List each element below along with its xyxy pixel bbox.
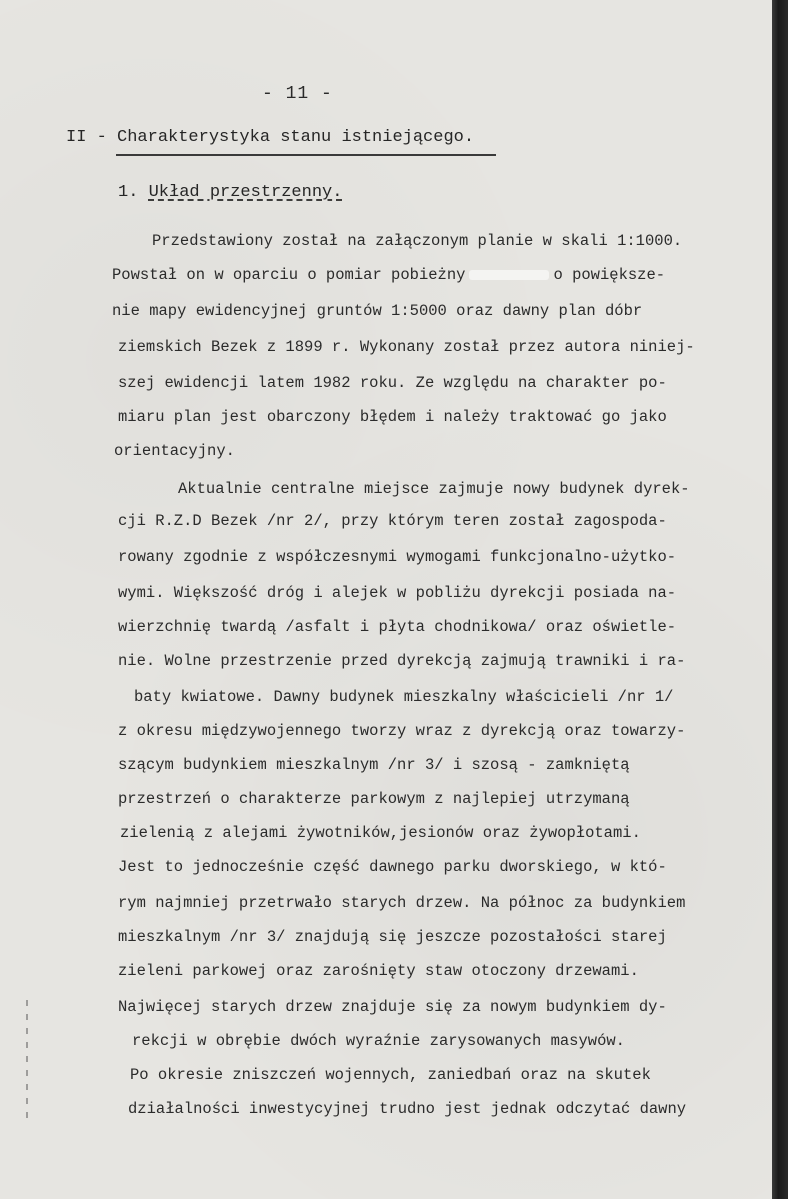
text-line: rym najmniej przetrwało starych drzew. Na północ za budynkiem bbox=[118, 894, 686, 912]
text-line: orientacyjny. bbox=[114, 442, 235, 460]
text-line: Przedstawiony został na załączonym planie w skali 1:1000. bbox=[152, 232, 683, 250]
text-line: rowany zgodnie z współczesnymi wymogami funkcjonalno-użytko- bbox=[118, 548, 677, 566]
page-number: - 11 - bbox=[262, 84, 333, 104]
text-line: szącym budynkiem mieszkalnym /nr 3/ i szosą - zamkniętą bbox=[118, 756, 630, 774]
text-line: baty kwiatowe. Dawny budynek mieszkalny właścicieli /nr 1/ bbox=[134, 688, 674, 706]
text-line: mieszkalnym /nr 3/ znajdują się jeszcze pozostałości starej bbox=[118, 928, 667, 946]
text-line: działalności inwestycyjnej trudno jest jednak odczytać dawny bbox=[128, 1100, 687, 1118]
text-line: wierzchnię twardą /asfalt i płyta chodnikowa/ oraz oświetle- bbox=[118, 618, 677, 636]
subsection-title: Układ przestrzenny. bbox=[148, 183, 343, 202]
text-line: Po okresie zniszczeń wojennych, zaniedbań oraz na skutek bbox=[130, 1066, 651, 1084]
subsection-heading bbox=[118, 183, 342, 202]
heading-underline bbox=[116, 154, 496, 156]
text-line: rekcji w obrębie dwóch wyraźnie zarysowanych masywów. bbox=[132, 1032, 625, 1050]
page-edge-shadow bbox=[772, 0, 788, 1199]
subsection-number: 1. bbox=[118, 183, 139, 202]
text-fragment: o powiększe- bbox=[553, 266, 666, 284]
text-line: miaru plan jest obarczony błędem i należy traktować go jako bbox=[118, 408, 667, 426]
text-line: zielenią z alejami żywotników,jesionów oraz żywopłotami. bbox=[120, 824, 641, 842]
text-line bbox=[112, 266, 665, 284]
section-heading: II - Charakterystyka stanu istniejącego. bbox=[66, 128, 475, 147]
text-line: cji R.Z.D Bezek /nr 2/, przy którym teren został zagospoda- bbox=[118, 512, 667, 530]
text-line: szej ewidencji latem 1982 roku. Ze względu na charakter po- bbox=[118, 374, 667, 392]
text-line: Najwięcej starych drzew znajduje się za nowym budynkiem dy- bbox=[118, 998, 667, 1016]
margin-mark bbox=[26, 1000, 28, 1120]
text-line: z okresu międzywojennego tworzy wraz z dyrekcją oraz towarzy- bbox=[118, 722, 686, 740]
text-line: wymi. Większość dróg i alejek w pobliżu dyrekcji posiada na- bbox=[118, 584, 677, 602]
text-line: przestrzeń o charakterze parkowym z najlepiej utrzymaną bbox=[118, 790, 630, 808]
text-line: nie mapy ewidencyjnej gruntów 1:5000 oraz dawny plan dóbr bbox=[112, 302, 643, 320]
text-line: Jest to jednocześnie część dawnego parku dworskiego, w któ- bbox=[118, 858, 667, 876]
redaction-mark bbox=[469, 270, 549, 280]
text-line: zieleni parkowej oraz zarośnięty staw otoczony drzewami. bbox=[118, 962, 639, 980]
text-line: Aktualnie centralne miejsce zajmuje nowy budynek dyrek- bbox=[178, 480, 690, 498]
text-fragment: Powstał on w oparciu o pomiar pobieżny bbox=[112, 266, 466, 284]
text-line: ziemskich Bezek z 1899 r. Wykonany został przez autora niniej- bbox=[118, 338, 695, 356]
text-line: nie. Wolne przestrzenie przed dyrekcją zajmują trawniki i ra- bbox=[118, 652, 686, 670]
